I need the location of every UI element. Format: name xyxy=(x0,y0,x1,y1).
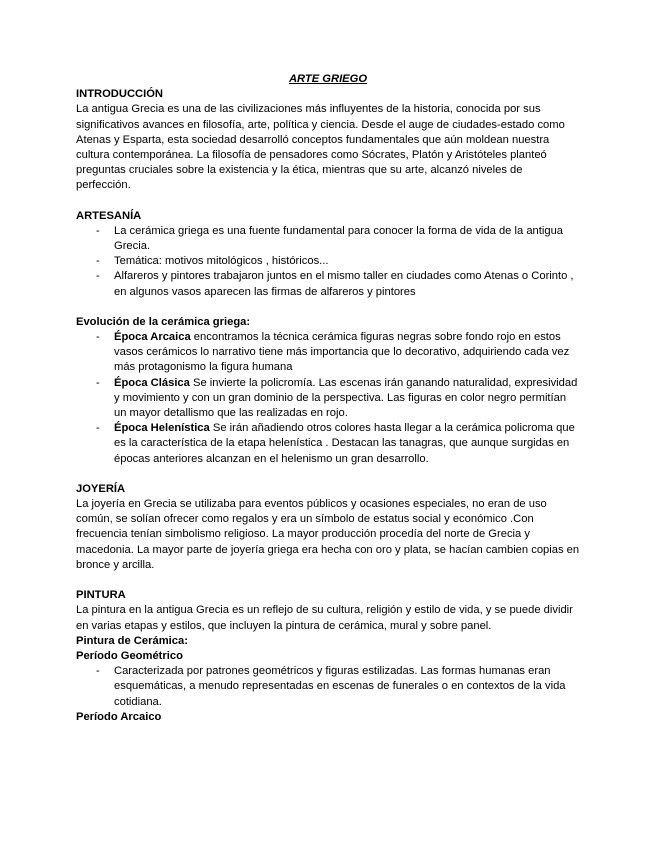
spacer xyxy=(76,467,580,482)
evolucion-heading: Evolución de la cerámica griega: xyxy=(76,315,251,328)
pintura-ceramica-heading: Pintura de Cerámica: xyxy=(76,634,188,647)
list-item xyxy=(76,330,580,376)
joyeria-paragraph: La joyería en Grecia se utilizaba para eventos públicos y ocasiones especiales, no eran de uso común, se solían ofrecer como regalos y era un símbolo de estatus social y económico .Con frecuencia tenían simbolismo religioso. La mayor producción procedía del norte de Grecia y macedonia. La mayor parte de joyería griega era hecha con oro y plata, se hacían cambien copias en bronce y arcilla. xyxy=(76,498,580,571)
list-item xyxy=(76,421,580,467)
list-item: - Temática: motivos mitológicos , históricos... xyxy=(76,254,580,269)
epoca-arcaica-text: encontramos la técnica cerámica figuras negras sobre fondo rojo en estos vasos cerámicos lo narrativo tiene más importancia que lo decorativo, adquiriendo cada vez más protagonismo la figura humana xyxy=(114,331,570,374)
epoca-clasica-text: Se invierte la policromía. Las escenas irán ganando naturalidad, expresividad y movimiento y con un gran dominio de la perspectiva. Las figuras en color negro permitían un mayor detallismo que las realizadas en rojo. xyxy=(114,376,578,420)
artesania-heading: ARTESANÍA xyxy=(76,209,142,222)
pintura-heading: PINTURA xyxy=(76,589,126,602)
periodo-arcaico-heading: Período Arcaico xyxy=(76,710,162,723)
list-item xyxy=(76,376,580,422)
epoca-helenistica-text: Se irán añadiendo otros colores hasta llegar a la cerámica policroma que es la característica de la etapa helenística . Destacan las tanagras, que aunque surgidas en épocas anteriores alcanzan en el helenismo un gran desarrollo. xyxy=(114,422,575,465)
periodo-geometrico-heading: Período Geométrico xyxy=(76,649,183,662)
spacer xyxy=(76,573,580,588)
evolucion-list xyxy=(76,330,580,467)
document-page xyxy=(76,72,580,725)
artesania-list xyxy=(76,224,580,300)
pintura-paragraph: La pintura en la antigua Grecia es un reflejo de su cultura, religión y estilo de vida, y se puede dividir en varias etapas y estilos, que incluyen la pintura de cerámica, mural y sobre panel. xyxy=(76,604,573,632)
joyeria-heading: JOYERÍA xyxy=(76,482,126,495)
spacer xyxy=(76,300,580,315)
document-title: ARTE GRIEGO xyxy=(288,73,368,85)
list-item: - La cerámica griega es una fuente fundamental para conocer la forma de vida de la antigua Grecia. xyxy=(76,224,580,254)
epoca-helenistica-label: Época Helenística xyxy=(114,422,210,435)
intro-paragraph: La antigua Grecia es una de las civilizaciones más influyentes de la historia, conocida por sus significativos avances en filosofía, arte, política y ciencia. Desde el auge de ciudades-estado como Atenas y Esparta, esta sociedad desarrolló conceptos fundamentales que aún moldean nuestra cultura contemporánea. La filosofía de pensadores como Sócrates, Platón y Aristóteles planteó preguntas cruciales sobre la existencia y la ética, mientras que su arte, alcanzó niveles de perfección. xyxy=(76,103,565,192)
epoca-clasica-label: Época Clásica xyxy=(114,376,190,389)
list-item: - Caracterizada por patrones geométricos y figuras estilizadas. Las formas humanas eran esquemáticas, a menudo representadas en escenas de funerales o en contextos de la vida cotidiana. xyxy=(76,664,580,710)
intro-heading: INTRODUCCIÓN xyxy=(76,88,164,101)
spacer xyxy=(76,194,580,209)
geometrico-list xyxy=(76,664,580,710)
epoca-arcaica-label: Época Arcaica xyxy=(114,331,191,344)
list-item: - Alfareros y pintores trabajaron juntos en el mismo taller en ciudades como Atenas o Corinto , en algunos vasos aparecen las firmas de alfareros y pintores xyxy=(76,269,580,299)
